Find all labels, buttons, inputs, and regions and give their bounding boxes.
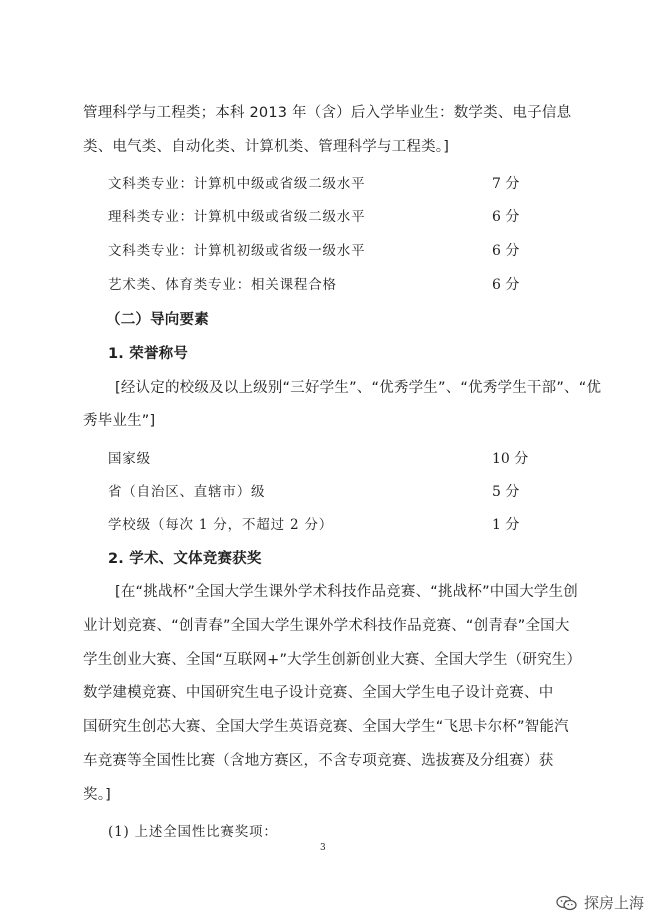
computer-score-label: 理科类专业：计算机中级或省级二级水平 — [108, 209, 366, 225]
competition-line: 国研究生创芯大赛、全国大学生英语竞赛、全国大学生“飞思卡尔杯”智能汽 — [83, 719, 569, 735]
honors-desc-line-2: 秀毕业生”] — [83, 413, 156, 429]
competition-line: 奖。] — [83, 787, 112, 803]
competition-line: 车竞赛等全国性比赛（含地方赛区，不含专项竞赛、选拔赛及分组赛）获 — [83, 753, 554, 769]
honor-level-label: 省（自治区、直辖市）级 — [108, 484, 266, 500]
competition-line: 数学建模竞赛、中国研究生电子设计竞赛、全国大学生电子设计竞赛、中 — [83, 685, 554, 701]
computer-score-value: 6 分 — [492, 243, 520, 259]
honor-level-score: 1 分 — [492, 517, 520, 533]
page-number: 3 — [320, 843, 326, 853]
competition-line: 学生创业大赛、全国“互联网+”大学生创新创业大赛、全国大学生（研究生） — [83, 652, 582, 668]
computer-score-label: 文科类专业：计算机初级或省级一级水平 — [108, 243, 366, 259]
honors-heading: 1. 荣誉称号 — [108, 346, 189, 362]
watermark — [556, 892, 644, 913]
competition-line: [在“挑战杯”全国大学生课外学术科技作品竞赛、“挑战杯”中国大学生创 — [115, 584, 579, 600]
computer-score-label: 艺术类、体育类专业：相关课程合格 — [108, 277, 337, 293]
honor-level-score: 10 分 — [492, 451, 529, 467]
competition-line: 业计划竞赛、“创青春”全国大学生课外学术科技作品竞赛、“创青春”全国大 — [83, 618, 570, 634]
intro-line-2: 类、电气类、自动化类、计算机类、管理科学与工程类。] — [83, 139, 450, 155]
honor-level-label: 学校级（每次 1 分，不超过 2 分） — [108, 517, 334, 533]
computer-score-value: 6 分 — [492, 277, 520, 293]
computer-score-label: 文科类专业：计算机中级或省级二级水平 — [108, 176, 366, 192]
honor-level-score: 5 分 — [492, 484, 520, 500]
intro-line-1: 管理科学与工程类；本科 2013 年（含）后入学毕业生：数学类、电子信息 — [83, 105, 572, 121]
watermark-text: 探房上海 — [583, 894, 644, 912]
computer-score-value: 7 分 — [492, 176, 520, 192]
competition-heading: 2. 学术、文体竞赛获奖 — [108, 551, 262, 567]
honor-level-label: 国家级 — [108, 451, 151, 467]
section-heading: （二）导向要素 — [106, 312, 209, 328]
competition-subitem: (1) 上述全国性比赛奖项： — [108, 824, 278, 840]
wechat-icon — [556, 895, 578, 911]
honors-desc-line-1: [经认定的校级及以上级别“三好学生”、“优秀学生”、“优秀学生干部”、“优 — [115, 380, 602, 396]
computer-score-value: 6 分 — [492, 209, 520, 225]
